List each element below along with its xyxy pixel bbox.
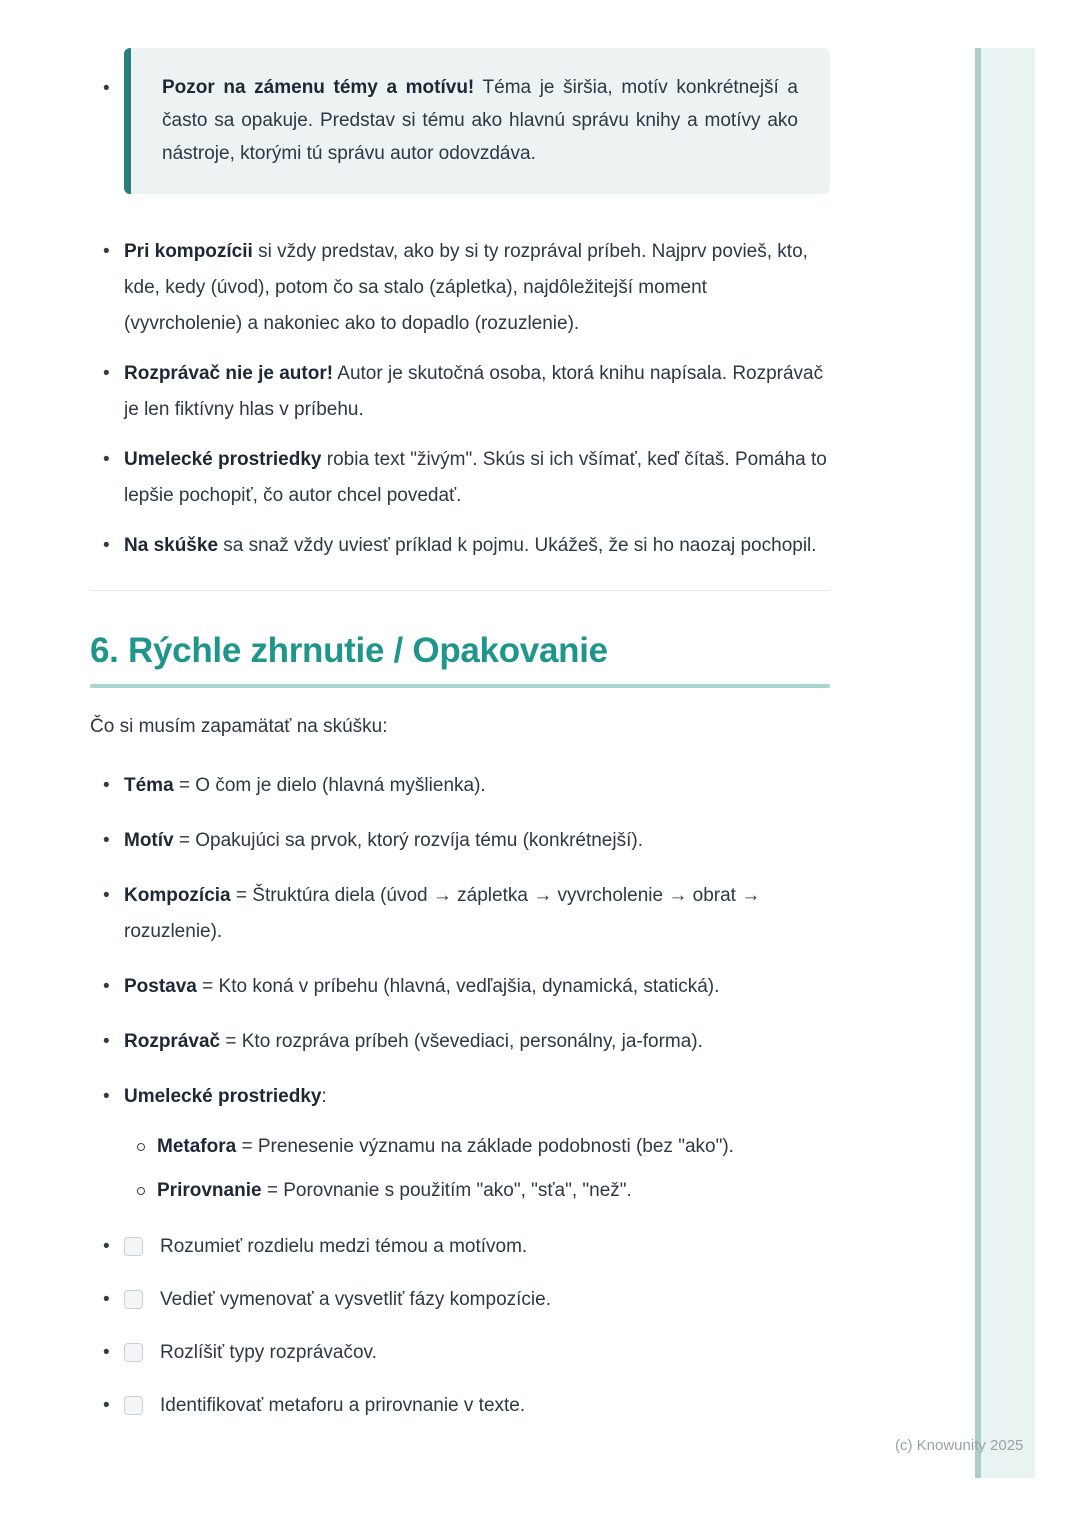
list-item — [90, 442, 830, 514]
sub-list-item — [90, 1129, 830, 1165]
checkbox[interactable] — [124, 1396, 143, 1415]
bullet-icon — [103, 528, 124, 564]
circle-bullet-icon — [137, 1187, 145, 1195]
bullet-icon — [103, 356, 124, 392]
bullet-icon — [103, 1229, 124, 1265]
tip-bold-lead: Pri kompozícii — [124, 241, 253, 262]
list-item — [90, 1024, 830, 1060]
checkbox[interactable] — [124, 1237, 143, 1256]
list-item — [90, 878, 830, 950]
bullet-icon — [103, 768, 124, 804]
tip-text: sa snaž vždy uviesť príklad k pojmu. Ukážeš, že si ho naozaj pochopil. — [218, 535, 817, 556]
sub-list-item — [90, 1173, 830, 1209]
bullet-icon — [103, 1079, 124, 1115]
list-item — [90, 1079, 830, 1115]
document-content — [90, 48, 830, 1441]
checkbox[interactable] — [124, 1343, 143, 1362]
bullet-icon — [103, 442, 124, 478]
checklist-item — [90, 1335, 830, 1371]
bullet-icon — [103, 969, 124, 1005]
summary-term: Kompozícia — [124, 885, 231, 906]
summary-definition: = O čom je dielo (hlavná myšlienka). — [173, 775, 486, 796]
decorative-side-band — [975, 48, 1035, 1478]
tips-list — [90, 234, 830, 564]
bullet-icon — [103, 1335, 124, 1371]
callout-text: Téma je širšia, motív konkrétnejší a často sa opakuje. Predstav si tému ako hlavnú správu knihy a motívy ako nástroje, ktorými tú správu autor odovzdáva. — [162, 77, 798, 164]
section-heading: 6. Rýchle zhrnutie / Opakovanie — [90, 631, 608, 670]
list-item — [90, 823, 830, 859]
tip-bold-lead: Rozprávač nie je autor! — [124, 363, 334, 384]
section-divider — [90, 590, 830, 591]
bullet-icon — [103, 1024, 124, 1060]
summary-term: Umelecké prostriedky — [124, 1086, 322, 1107]
tip-text: robia text "živým". Skús si ich všímať, keď čítaš. Pomáha to lepšie pochopiť, čo autor chcel povedať. — [124, 449, 827, 506]
checkbox[interactable] — [124, 1290, 143, 1309]
list-item — [90, 234, 830, 342]
checklist-label: Rozlíšiť typy rozprávačov. — [160, 1342, 377, 1363]
callout-list-item — [90, 48, 830, 194]
bullet-icon — [103, 878, 124, 914]
bullet-icon — [103, 234, 124, 270]
sub-definition: = Porovnanie s použitím "ako", "sťa", "než". — [261, 1180, 632, 1201]
checklist-label: Identifikovať metaforu a prirovnanie v texte. — [160, 1395, 526, 1416]
bullet-icon — [103, 1282, 124, 1318]
checklist — [90, 1229, 830, 1424]
tip-bold-lead: Umelecké prostriedky — [124, 449, 322, 470]
list-item — [90, 528, 830, 564]
sub-term: Metafora — [157, 1136, 237, 1157]
summary-definition: = Kto rozpráva príbeh (vševediaci, personálny, ja-forma). — [220, 1031, 703, 1052]
summary-definition: = Opakujúci sa prvok, ktorý rozvíja tému (konkrétnejší). — [173, 830, 643, 851]
summary-term: Motív — [124, 830, 174, 851]
circle-bullet-icon — [137, 1143, 145, 1151]
checklist-label: Vedieť vymenovať a vysvetliť fázy kompozície. — [160, 1289, 551, 1310]
summary-term: Postava — [124, 976, 197, 997]
checklist-item — [90, 1229, 830, 1265]
summary-term: Rozprávač — [124, 1031, 221, 1052]
summary-definition: : — [321, 1086, 327, 1107]
summary-definition: = Kto koná v príbehu (hlavná, vedľajšia, dynamická, statická). — [196, 976, 720, 997]
list-item — [90, 969, 830, 1005]
checklist-label: Rozumieť rozdielu medzi témou a motívom. — [160, 1236, 528, 1257]
sub-summary-list — [90, 1129, 830, 1209]
bullet-icon — [103, 1388, 124, 1424]
list-item — [90, 768, 830, 804]
summary-term: Téma — [124, 775, 174, 796]
checklist-item — [90, 1388, 830, 1424]
section-intro: Čo si musím zapamätať na skúšku: — [90, 716, 388, 737]
summary-definition: = Štruktúra diela (úvod → zápletka → vyvrcholenie → obrat → rozuzlenie). — [124, 885, 761, 942]
heading-underline — [90, 684, 830, 688]
sub-term: Prirovnanie — [157, 1180, 262, 1201]
checklist-item — [90, 1282, 830, 1318]
tip-text: Autor je skutočná osoba, ktorá knihu napísala. Rozprávač je len fiktívny hlas v príbehu. — [124, 363, 824, 420]
tip-bold-lead: Na skúške — [124, 535, 219, 556]
list-item — [90, 356, 830, 428]
bullet-icon — [103, 823, 124, 859]
tip-text: si vždy predstav, ako by si ty rozprával príbeh. Najprv povieš, kto, kde, kedy (úvod), potom čo sa stalo (zápletka), najdôležitejší moment (vyvrcholenie) a nakoniec ako to dopadlo (rozuzlenie). — [124, 241, 808, 334]
callout-box — [124, 48, 830, 194]
summary-list — [90, 768, 830, 1115]
callout-bold-lead: Pozor na zámenu témy a motívu! — [162, 77, 475, 98]
bullet-icon — [103, 48, 124, 105]
copyright-watermark: (c) Knowunity 2025 — [895, 1437, 1024, 1454]
sub-definition: = Prenesenie významu na základe podobnosti (bez "ako"). — [236, 1136, 734, 1157]
